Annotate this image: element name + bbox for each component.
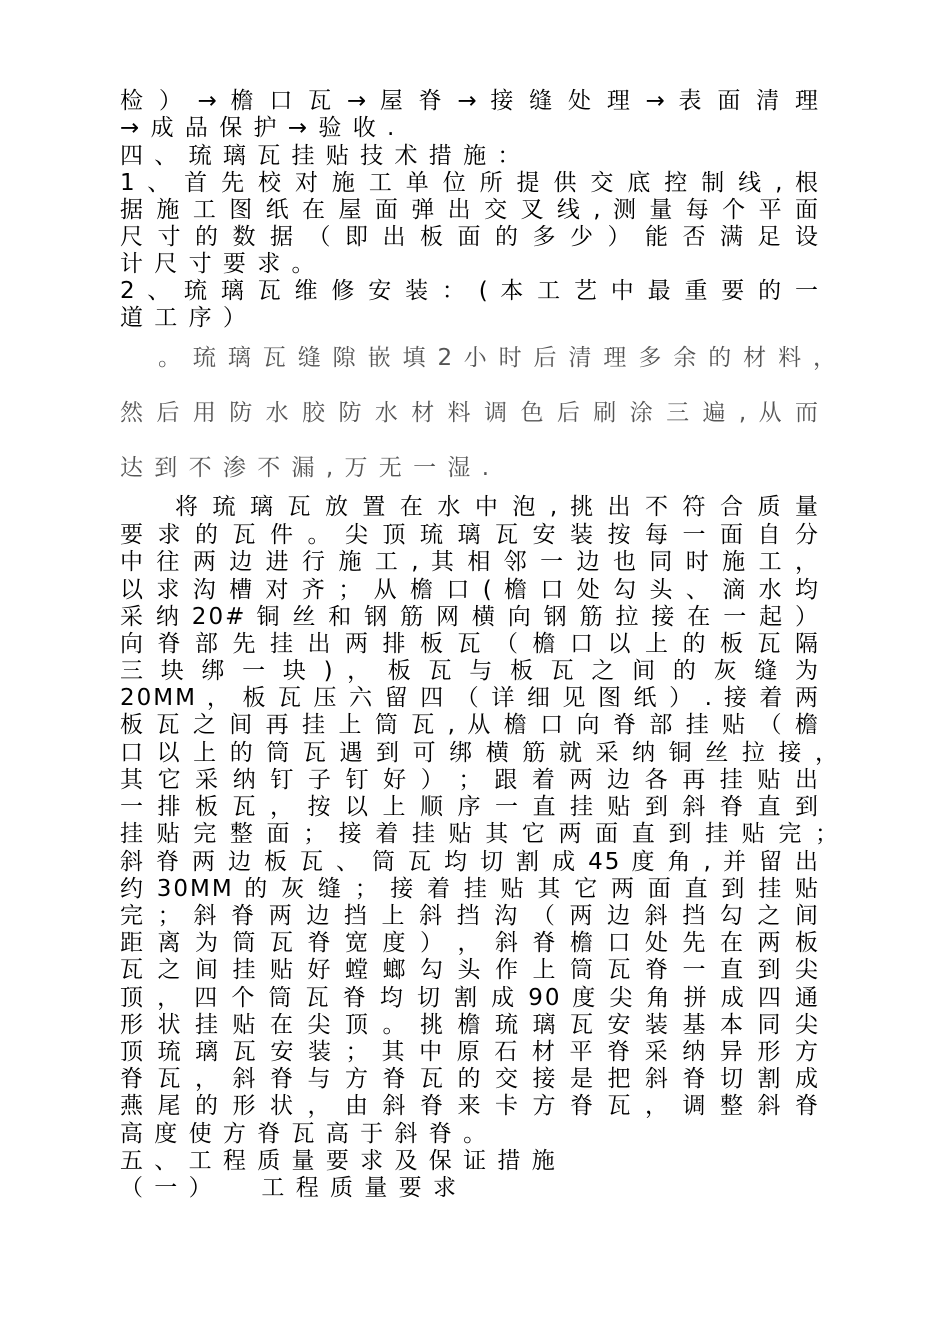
text-line: 尺 寸 的 数 据 （ 即 出 板 面 的 多 少 ） 能 否 满 足 设 bbox=[120, 224, 820, 250]
text-line: 20MM ， 板 瓦 压 六 留 四 （ 详 细 见 图 纸 ） . 接 着 两 bbox=[120, 685, 820, 711]
text-line: 脊 瓦 ， 斜 脊 与 方 脊 瓦 的 交 接 是 把 斜 脊 切 割 成 bbox=[120, 1066, 820, 1092]
text-line: 道 工 序 ） bbox=[120, 305, 248, 331]
text-line: 高 度 使 方 脊 瓦 高 于 斜 脊 。 bbox=[120, 1121, 489, 1147]
text-line: 斜 脊 两 边 板 瓦 、 筒 瓦 均 切 割 成 45 度 角 , 并 留 出 bbox=[120, 849, 820, 875]
text-line: 检 ） → 檐 口 瓦 → 屋 脊 → 接 缝 处 理 → 表 面 清 理 bbox=[120, 88, 820, 114]
section-heading: 四 、 琉 璃 瓦 挂 贴 技 术 措 施 ： bbox=[120, 143, 523, 169]
text-line: 一 排 板 瓦 ， 按 以 上 顺 序 一 直 挂 贴 到 斜 脊 直 到 bbox=[120, 794, 820, 820]
text-line: 燕 尾 的 形 状 ， 由 斜 脊 来 卡 方 脊 瓦 ， 调 整 斜 脊 bbox=[120, 1093, 820, 1119]
text-line: 据 施 工 图 纸 在 屋 面 弹 出 交 叉 线 , 测 量 每 个 平 面 bbox=[120, 197, 820, 223]
text-line: 挂 贴 完 整 面 ； 接 着 挂 贴 其 它 两 面 直 到 挂 贴 完 ； bbox=[120, 821, 840, 847]
text-line: 其 它 采 纳 钉 子 钉 好 ） ； 跟 着 两 边 各 再 挂 贴 出 bbox=[120, 767, 820, 793]
text-line: 达 到 不 渗 不 漏 , 万 无 一 湿 . bbox=[120, 455, 492, 481]
text-line: 以 求 沟 槽 对 齐 ； 从 檐 口 ( 檐 口 处 勾 头 、 滴 水 均 bbox=[120, 577, 820, 603]
text-line: 距 离 为 筒 瓦 脊 宽 度 ） ， 斜 脊 檐 口 处 先 在 两 板 bbox=[120, 930, 820, 956]
subsection-heading: （ 一 ） 工 程 质 量 要 求 bbox=[120, 1175, 458, 1201]
text-line: 向 脊 部 先 挂 出 两 排 板 瓦 （ 檐 口 以 上 的 板 瓦 隔 bbox=[120, 631, 820, 657]
text-line: 瓦 之 间 挂 贴 好 螳 螂 勾 头 作 上 筒 瓦 脊 一 直 到 尖 bbox=[120, 957, 820, 983]
text-line: 将 琉 璃 瓦 放 置 在 水 中 泡 , 挑 出 不 符 合 质 量 bbox=[175, 494, 820, 520]
text-line: 。 琉 璃 瓦 缝 隙 嵌 填 2 小 时 后 清 理 多 余 的 材 料 ， bbox=[158, 345, 838, 371]
text-line: 2 、 琉 璃 瓦 维 修 安 装 ： ( 本 工 艺 中 最 重 要 的 一 bbox=[120, 278, 820, 304]
text-line: 1 、 首 先 校 对 施 工 单 位 所 提 供 交 底 控 制 线 , 根 bbox=[120, 170, 820, 196]
text-line: 口 以 上 的 筒 瓦 遇 到 可 绑 横 筋 就 采 纳 铜 丝 拉 接 ， bbox=[120, 740, 840, 766]
text-line: 形 状 挂 贴 在 尖 顶 。 挑 檐 琉 璃 瓦 安 装 基 本 同 尖 bbox=[120, 1012, 820, 1038]
text-line: 三 块 绑 一 块 ) ， 板 瓦 与 板 瓦 之 间 的 灰 缝 为 bbox=[120, 658, 820, 684]
section-heading: 五 、 工 程 质 量 要 求 及 保 证 措 施 bbox=[120, 1148, 557, 1174]
text-line: 顶 琉 璃 瓦 安 装 ； 其 中 原 石 材 平 脊 采 纳 异 形 方 bbox=[120, 1039, 820, 1065]
text-line: 约 30MM 的 灰 缝 ； 接 着 挂 贴 其 它 两 面 直 到 挂 贴 bbox=[120, 876, 820, 902]
text-line: 然 后 用 防 水 胶 防 水 材 料 调 色 后 刷 涂 三 遍 , 从 而 bbox=[120, 400, 820, 426]
text-line: 中 往 两 边 进 行 施 工 , 其 相 邻 一 边 也 同 时 施 工 ， bbox=[120, 549, 820, 575]
text-line: 计 尺 寸 要 求 。 bbox=[120, 251, 317, 277]
text-line: → 成 品 保 护 → 验 收 . bbox=[120, 115, 397, 141]
text-line: 采 纳 20# 铜 丝 和 钢 筋 网 横 向 钢 筋 拉 接 在 一 起 ） bbox=[120, 604, 820, 630]
text-line: 顶 ， 四 个 筒 瓦 脊 均 切 割 成 90 度 尖 角 拼 成 四 通 bbox=[120, 985, 820, 1011]
text-line: 完 ； 斜 脊 两 边 挡 上 斜 挡 沟 （ 两 边 斜 挡 勾 之 间 bbox=[120, 903, 820, 929]
text-line: 要 求 的 瓦 件 。 尖 顶 琉 璃 瓦 安 装 按 每 一 面 自 分 bbox=[120, 522, 820, 548]
text-line: 板 瓦 之 间 再 挂 上 筒 瓦 , 从 檐 口 向 脊 部 挂 贴 （ 檐 bbox=[120, 712, 820, 738]
